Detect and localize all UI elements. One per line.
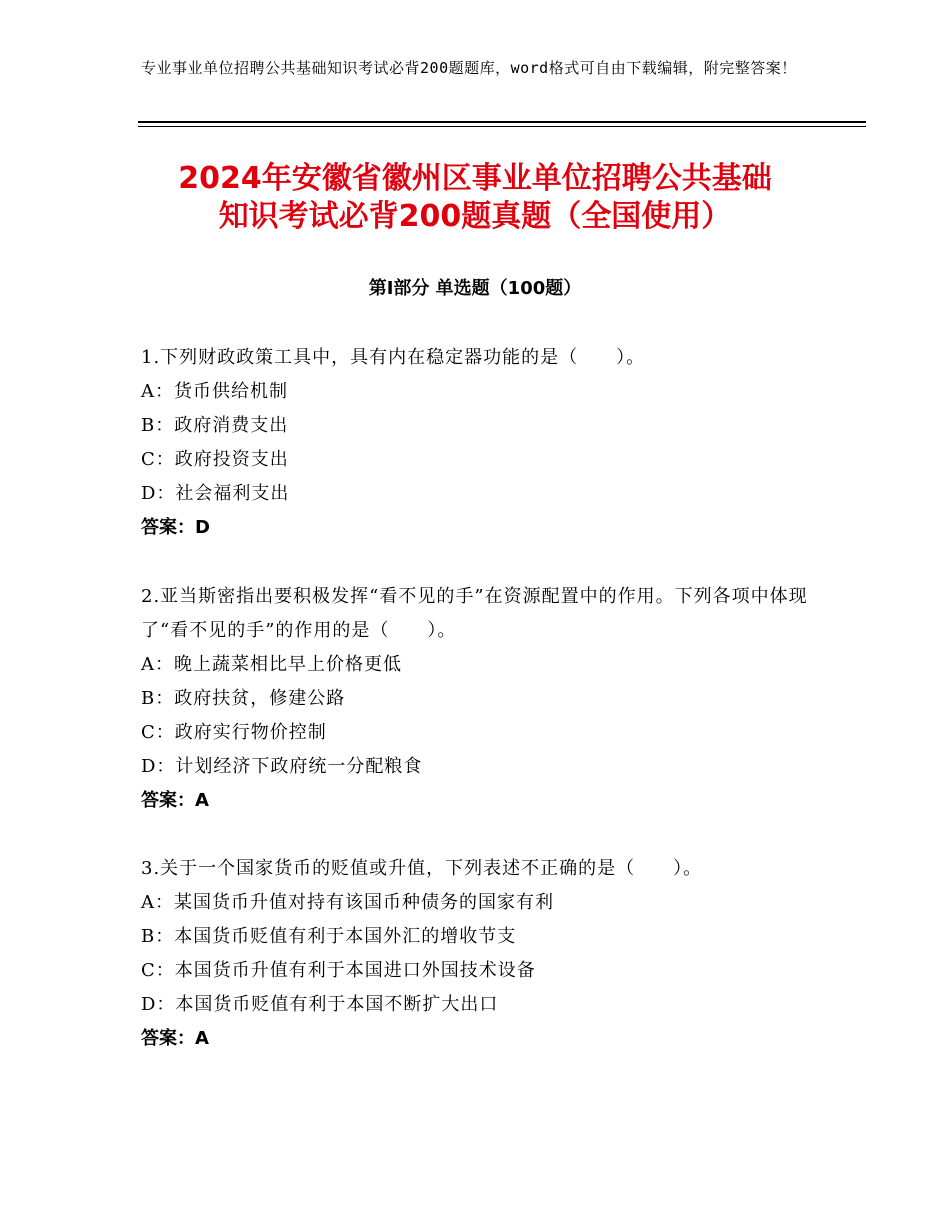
option-c: C：本国货币升值有利于本国进口外国技术设备 [141,960,536,981]
title-line-2: 知识考试必背200题真题（全国使用） [218,199,732,234]
option-c: C：政府实行物价控制 [141,722,327,743]
option-d: D：本国货币贬值有利于本国不断扩大出口 [141,994,499,1015]
question-stem: 2.亚当斯密指出要积极发挥“看不见的手”在资源配置中的作用。下列各项中体现了“看不见的手”的作用的是（ ）。 [141,586,808,641]
title-line-1: 2024年安徽省徽州区事业单位招聘公共基础 [178,161,772,196]
option-a: A：某国货币升值对持有该国币种债务的国家有利 [141,892,554,913]
document-title [120,160,830,236]
option-a: A：晚上蔬菜相比早上价格更低 [141,654,402,675]
option-c: C：政府投资支出 [141,449,289,470]
question-2 [141,580,811,818]
answer: 答案：D [141,517,210,538]
question-stem: 3.关于一个国家货币的贬值或升值，下列表述不正确的是（ ）。 [141,858,703,879]
answer: 答案：A [141,790,209,811]
header-rule-thin [138,126,866,127]
option-b: B：政府扶贫，修建公路 [141,688,346,709]
option-a: A：货币供给机制 [141,381,288,402]
question-stem: 1.下列财政政策工具中，具有内在稳定器功能的是（ ）。 [141,347,646,368]
option-b: B：政府消费支出 [141,415,289,436]
option-d: D：计划经济下政府统一分配粮食 [141,756,423,777]
option-b: B：本国货币贬值有利于本国外汇的增收节支 [141,926,517,947]
header-rule-thick [138,121,866,123]
option-d: D：社会福利支出 [141,483,290,504]
question-1 [141,341,811,545]
answer: 答案：A [141,1028,209,1049]
header-note: 专业事业单位招聘公共基础知识考试必背200题题库，word格式可自由下载编辑，附完整答案！ [141,59,797,77]
section-heading: 第Ⅰ部分 单选题（100题） [368,278,582,299]
question-3 [141,852,811,1056]
